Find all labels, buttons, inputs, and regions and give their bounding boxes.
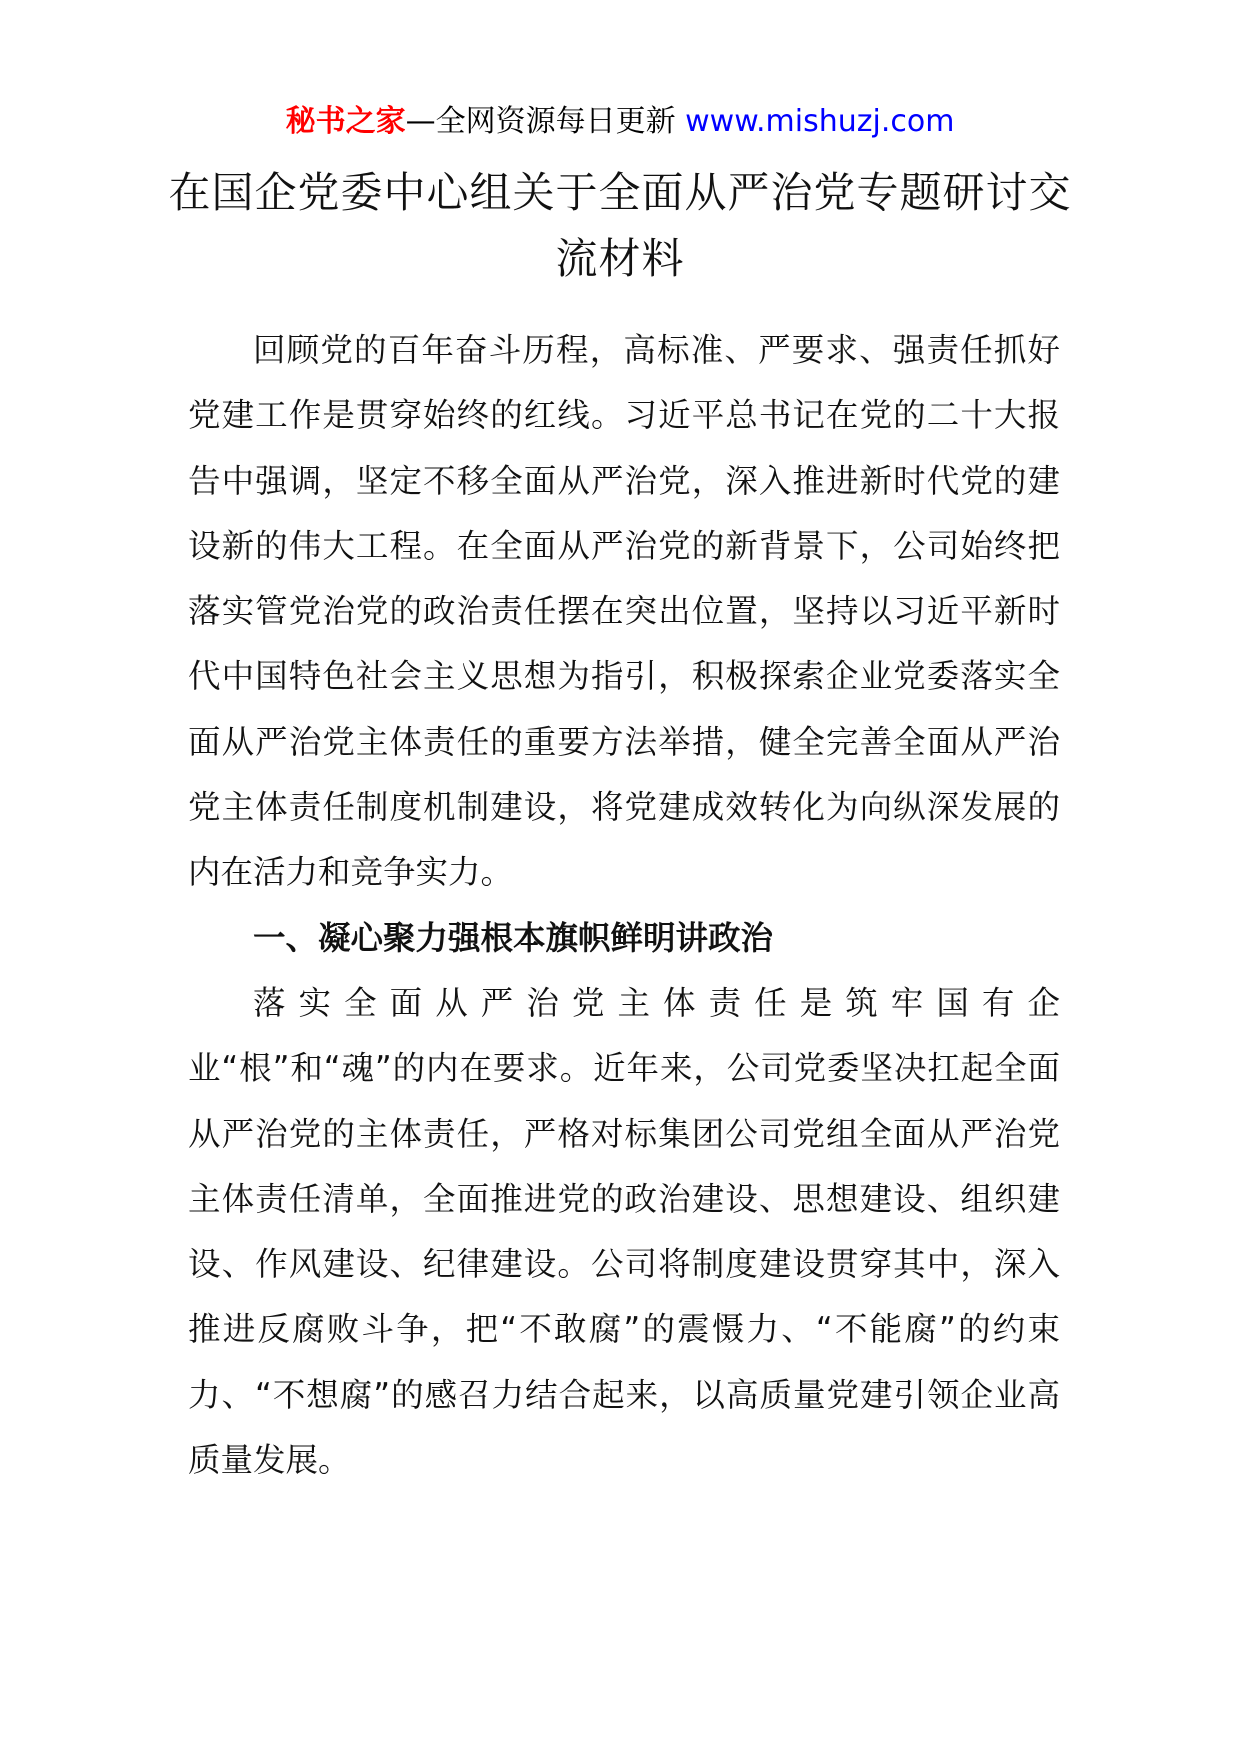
document-title: 在国企党委中心组关于全面从严治党专题研讨交流材料 xyxy=(168,168,1072,283)
banner-tagline: —全网资源每日更新 xyxy=(405,104,686,139)
site-url-link[interactable]: www.mishuzj.com xyxy=(685,104,955,139)
section-heading: 一、凝心聚力强根本旗帜鲜明讲政治 xyxy=(253,919,774,957)
paragraph-section-one: 落实全面从严治党主体责任是筑牢国有企业“根”和“魂”的内在要求。近年来，公司党委坚决扛起全面从严治党的主体责任，严格对标集团公司党组全面从严治党主体责任清单，全面推进党的政治建设、思想建设、组织建设、作风建设、纪律建设。公司将制度建设贯穿其中，深入推进反腐败斗争，把“不敢腐”的震慑力、“不能腐”的约束力、“不想腐”的感召力结合起来，以高质量党建引领企业高质量发展。 xyxy=(188,984,1060,1480)
brand-name: 秘书之家 xyxy=(285,104,406,139)
paragraph-intro: 回顾党的百年奋斗历程，高标准、严要求、强责任抓好党建工作是贯穿始终的红线。习近平总书记在党的二十大报告中强调，坚定不移全面从严治党，深入推进新时代党的建设新的伟大工程。在全面从严治党的新背景下，公司始终把落实管党治党的政治责任摆在突出位置，坚持以习近平新时代中国特色社会主义思想为指引，积极探索企业党委落实全面从严治党主体责任的重要方法举措，健全完善全面从严治党主体责任制度机制建设，将党建成效转化为向纵深发展的内在活力和竞争实力。 xyxy=(188,331,1060,892)
site-banner xyxy=(0,100,1240,144)
